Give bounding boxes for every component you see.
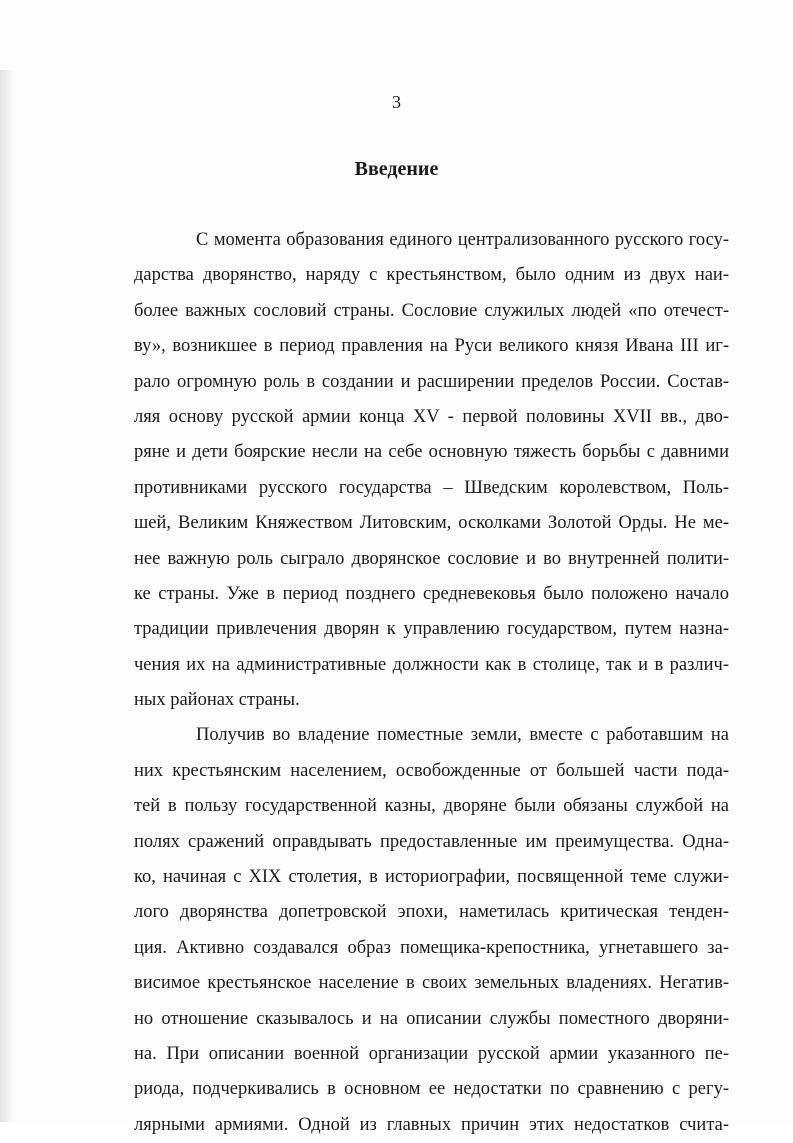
text-line: лого дворянства допетровской эпохи, наметилась критическая тенден-	[134, 902, 729, 923]
page-number: 3	[392, 92, 401, 112]
text-line: на. При описании военной организации русской армии указанного пе-	[134, 1043, 729, 1064]
text-line: висимое крестьянское население в своих земельных владениях. Негатив-	[134, 973, 729, 994]
text-line: лярными армиями. Одной из главных причин этих недостатков счита-	[134, 1114, 729, 1135]
text-line: нее важную роль сыграло дворянское сословие и во внутренней полити-	[134, 548, 729, 569]
text-line: шей, Великим Княжеством Литовским, осколками Золотой Орды. Не ме-	[134, 513, 729, 534]
text-line: С момента образования единого централизованного русского госу-	[196, 230, 729, 250]
text-line: риода, подчеркивались в основном ее недостатки по сравнению с регу-	[134, 1079, 729, 1100]
body-text	[134, 223, 729, 1143]
text-line: тей в пользу государственной казны, дворяне были обязаны службой на	[134, 796, 729, 817]
text-line: рало огромную роль в создании и расширении пределов России. Состав-	[134, 371, 729, 392]
text-line: но отношение сказывалось и на описании службы поместного дворяни-	[134, 1008, 729, 1029]
text-line: ных районах страны.	[134, 690, 300, 711]
paragraph-1	[134, 223, 729, 718]
text-line: дарства дворянство, наряду с крестьянством, было одним из двух наи-	[134, 265, 729, 286]
text-line: более важных сословий страны. Сословие служилых людей «по отечест-	[134, 300, 729, 321]
text-line: противниками русского государства – Шведским королевством, Поль-	[134, 477, 729, 498]
text-line: ко, начиная с XIX столетия, в историографии, посвященной теме служи-	[134, 867, 729, 888]
text-line: ряне и дети боярские несли на себе основную тяжесть борьбы с давними	[134, 442, 729, 463]
scan-edge-shadow	[0, 70, 14, 1122]
text-line: ция. Активно создавался образ помещика-крепостника, угнетавшего за-	[134, 937, 729, 958]
text-line: ке страны. Уже в период позднего средневековья было положено начало	[134, 583, 729, 604]
text-line: Получив во владение поместные земли, вместе с работавшим на	[196, 725, 729, 746]
text-line: чения их на административные должности как в столице, так и в различ-	[134, 654, 729, 675]
text-line: традиции привлечения дворян к управлению государством, путем назна-	[134, 619, 729, 640]
paragraph-2	[134, 718, 729, 1143]
text-line: ляя основу русской армии конца XV - первой половины XVII вв., дво-	[134, 406, 729, 427]
text-line: них крестьянским населением, освобожденные от большей части пода-	[134, 760, 729, 781]
text-line: ву», возникшее в период правления на Руси великого князя Ивана III иг-	[134, 336, 729, 357]
section-title: Введение	[354, 158, 439, 180]
text-line: полях сражений оправдывать предоставленные им преимущества. Одна-	[134, 831, 729, 852]
